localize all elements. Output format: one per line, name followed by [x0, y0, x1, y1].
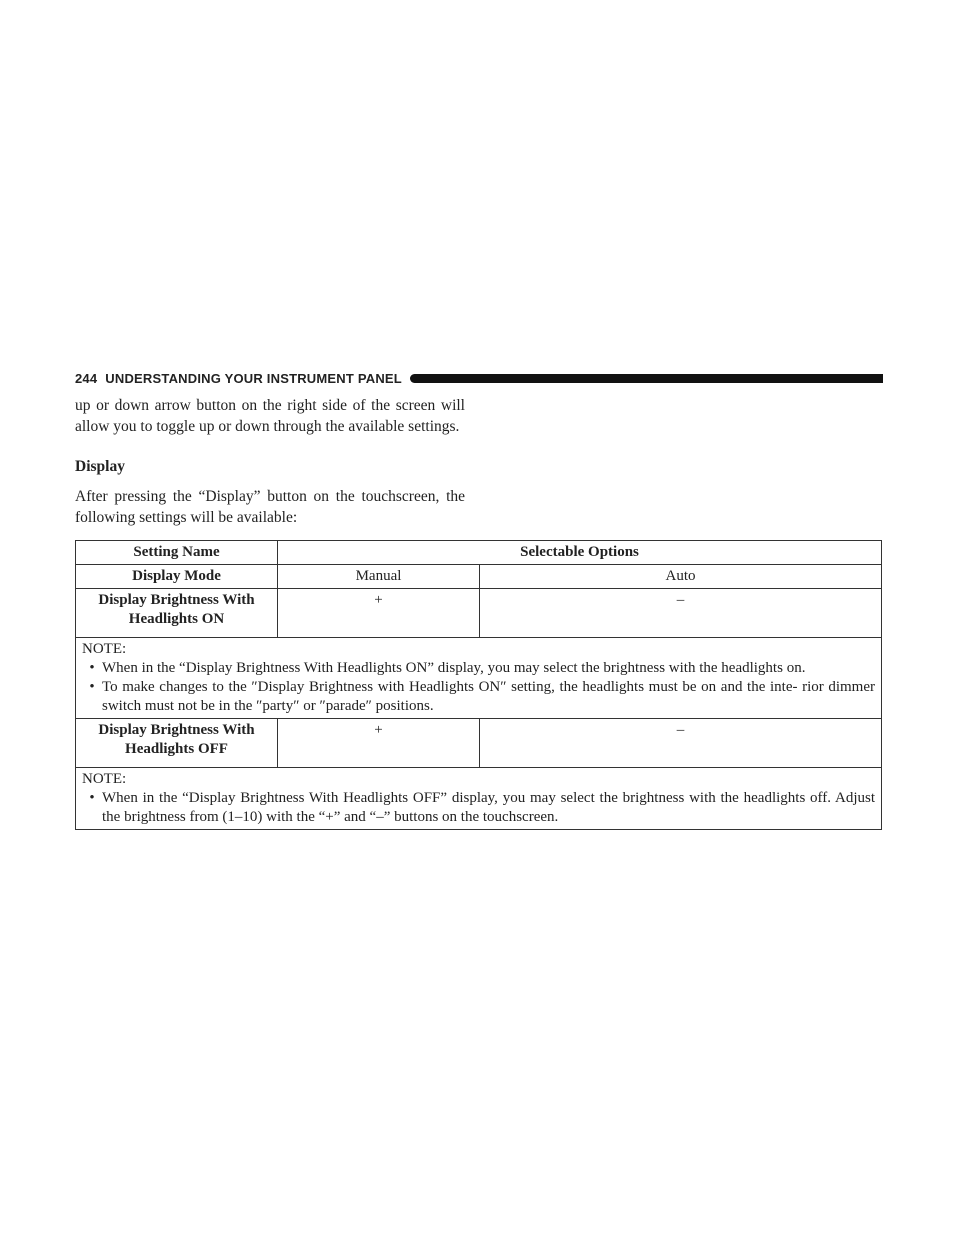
- setting-name-cell: Display Brightness With Headlights ON: [76, 589, 278, 638]
- option-cell: Manual: [278, 565, 480, 589]
- setting-name-cell: Display Mode: [76, 565, 278, 589]
- note-label: NOTE:: [82, 641, 127, 657]
- note-cell: [76, 768, 882, 830]
- note-bullet-text: When in the “Display Brightness With Headlights ON” display, you may select the brightness with the headlights on.: [102, 660, 806, 676]
- note-bullet-text: To make changes to the ″Display Brightness with Headlights ON″ setting, the headlights must be on and the inte- rior dimmer switch must not be in the ″party″ or ″parade″ positions.: [102, 679, 875, 714]
- option-cell: –: [480, 719, 882, 768]
- page-number: 244: [75, 370, 98, 386]
- table-row: [76, 565, 882, 589]
- bullet-icon: •: [89, 660, 95, 676]
- setting-name-cell: Display Brightness With Headlights OFF: [76, 719, 278, 768]
- option-cell: –: [480, 589, 882, 638]
- bullet-icon: •: [89, 790, 95, 806]
- note-bullet: [82, 678, 875, 716]
- note-bullet-text: When in the “Display Brightness With Headlights OFF” display, you may select the brightness with the headlights off. Adjust the brightness from (1–10) with the “+” and “–” buttons on the touchscreen.: [102, 790, 875, 825]
- option-cell: +: [278, 719, 480, 768]
- display-paragraph: After pressing the “Display” button on the touchscreen, the following settings will be available:: [75, 488, 465, 526]
- table-header-row: [76, 541, 882, 565]
- header-rule: [410, 374, 883, 383]
- note-row: [76, 768, 882, 830]
- note-row: [76, 638, 882, 719]
- page-header: [75, 368, 883, 388]
- intro-paragraph: up or down arrow button on the right side of the screen will allow you to toggle up or down through the available settings.: [75, 397, 465, 435]
- note-bullet: [82, 789, 875, 827]
- section-title: UNDERSTANDING YOUR INSTRUMENT PANEL: [105, 370, 402, 386]
- header-selectable-options: Selectable Options: [278, 541, 882, 565]
- note-cell: [76, 638, 882, 719]
- note-bullet: [82, 659, 875, 678]
- table-row: [76, 589, 882, 638]
- display-settings-table: [75, 540, 882, 830]
- option-cell: Auto: [480, 565, 882, 589]
- header-setting-name: Setting Name: [76, 541, 278, 565]
- bullet-icon: •: [89, 679, 95, 695]
- option-cell: +: [278, 589, 480, 638]
- display-subheading: Display: [75, 458, 125, 475]
- note-label: NOTE:: [82, 771, 127, 787]
- table-row: [76, 719, 882, 768]
